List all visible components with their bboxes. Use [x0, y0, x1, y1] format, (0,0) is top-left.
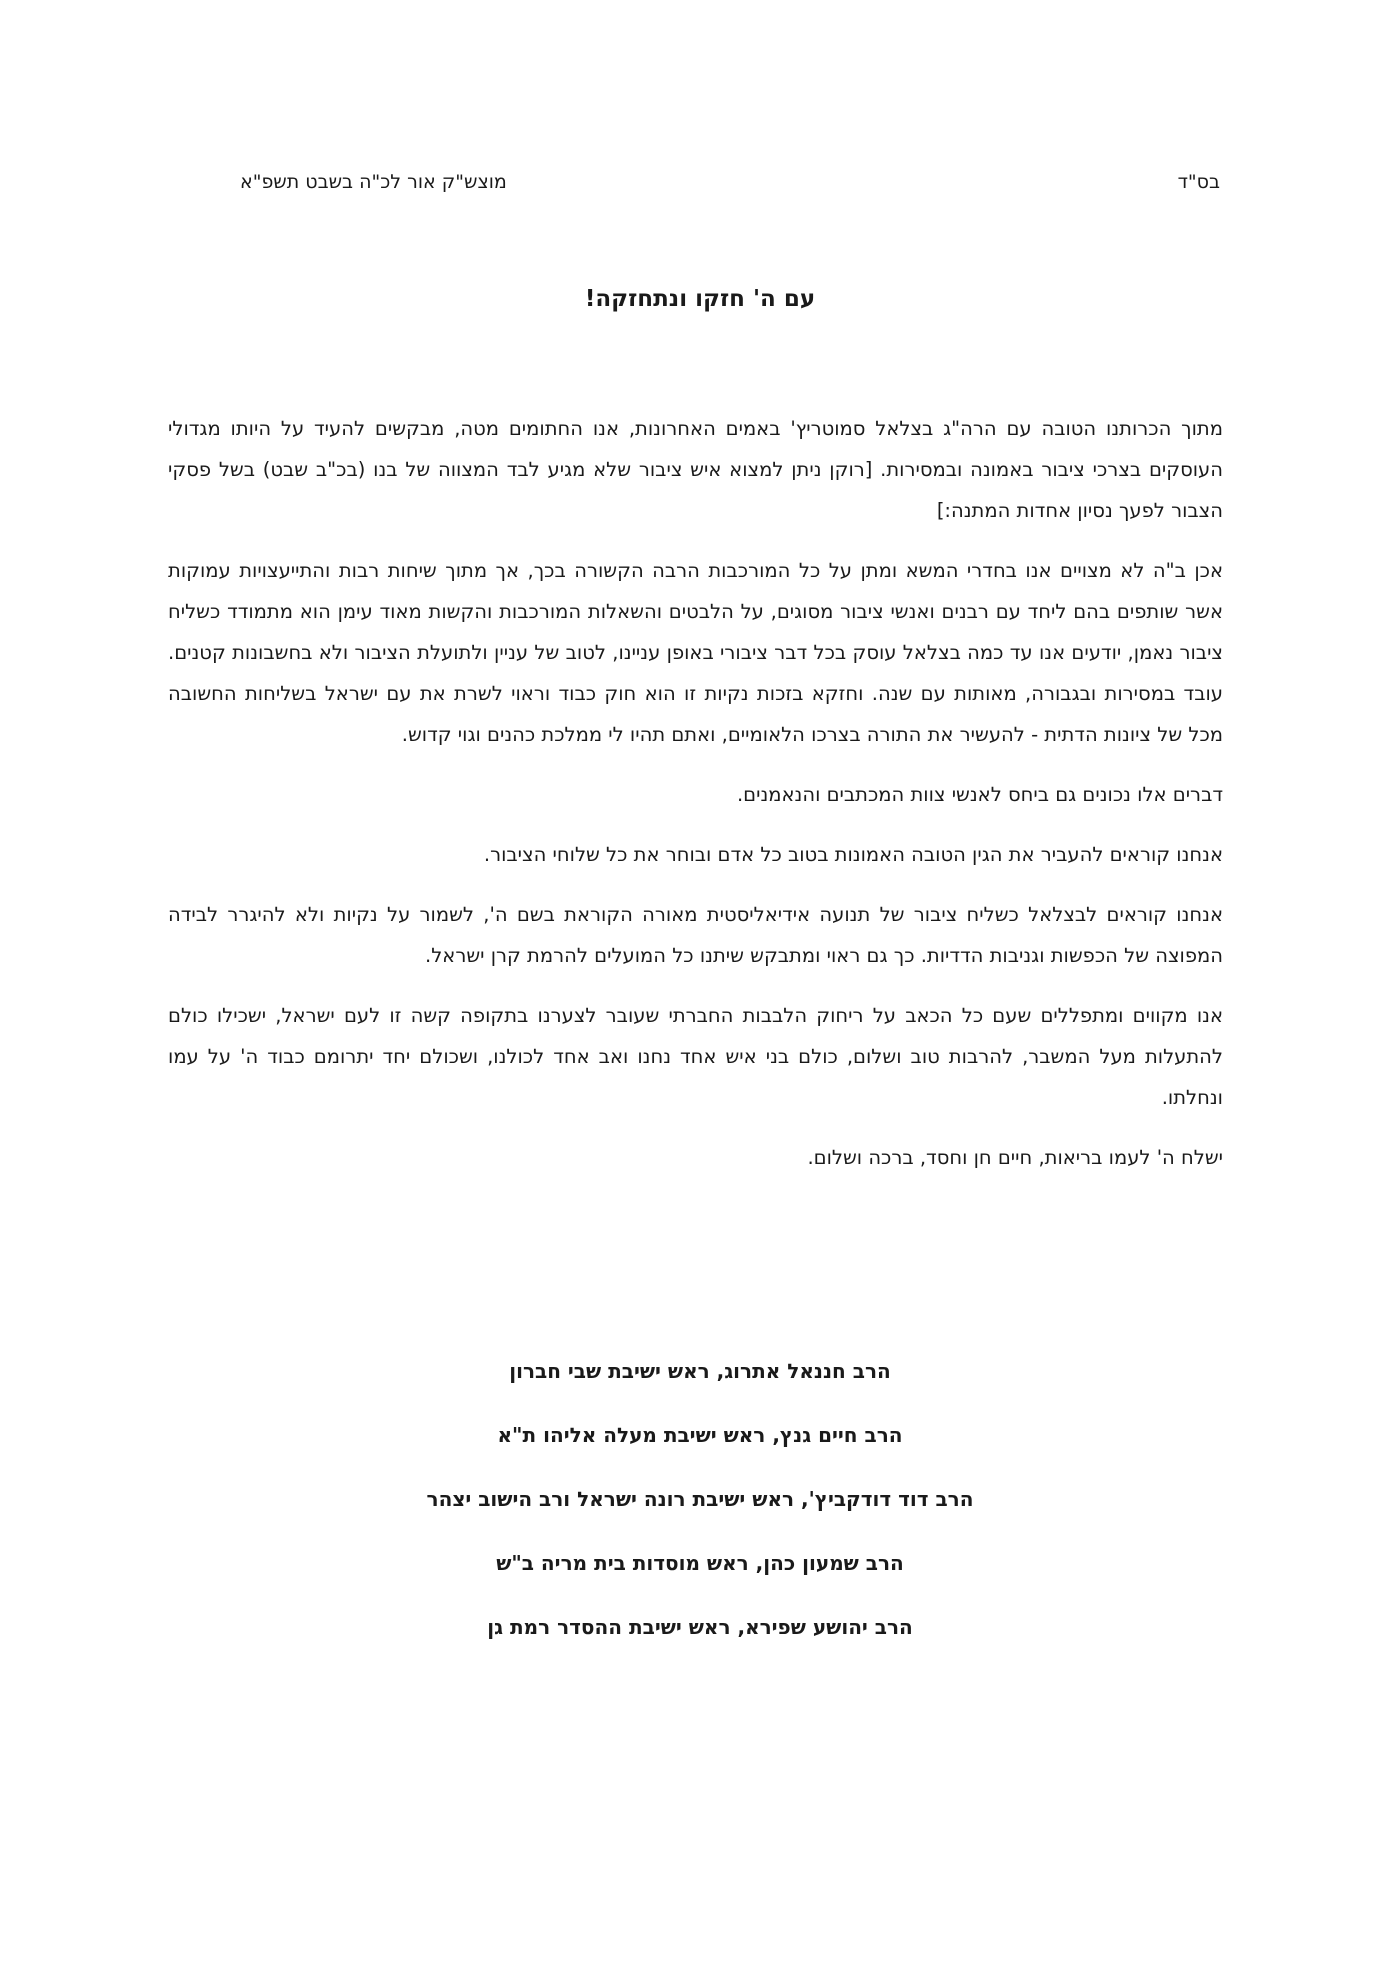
paragraph: אנחנו קוראים לבצלאל כשליח ציבור של תנועה אידיאליסטית מאורה הקוראת בשם ה', לשמור על נקיות ולא להיגרר לבידה המפוצה של הכפשות וגניבות הדדיות. כך גם ראוי ומתבקש שיתנו כל המועלים להרמת קרן ישראל.	[168, 903, 1223, 967]
paragraph: אנו מקווים ומתפללים שעם כל הכאב על ריחוק הלבבות החברתי שעובר לצערנו בתקופה קשה זו לעם ישראל, ישכילו כולם להתעלות מעל המשבר, להרבות טוב ושלום, כולם בני איש אחד נחנו ואב אחד לכולנו, ושכולם יחד יתרומם כבוד ה' על עמו ונחלתו.	[168, 1004, 1223, 1109]
signature-line: הרב חננאל אתרוג, ראש ישיבת שבי חברון	[509, 1359, 891, 1383]
paragraph: דברים אלו נכונים גם ביחס לאנשי צוות המכתבים והנאמנים.	[736, 783, 1223, 806]
signature-block	[0, 1356, 1400, 1676]
paragraph: אכן ב"ה לא מצויים אנו בחדרי המשא ומתן על כל המורכבות הרבה הקשורה בכך, אך מתוך שיחות רבות והתייעצויות עמוקות אשר שותפים בהם ליחד עם רבנים ואנשי ציבור מסוגים, על הלבטים והשאלות המורכבות והקשות מאוד עימן הוא מתמודד כשליח ציבור נאמן, יודעים אנו עד כמה בצלאל עוסק בכל דבר ציבורי באופן עניינו, לטוב של עניין ולתועלת הציבור ולא בחשבונות קטנים. עובד במסירות ובגבורה, מאותות עם שנה. וחזקא בזכות נקיות זו הוא חוק כבוד וראוי לשרת את עם ישראל בשליחות החשובה מכל של ציונות הדתית - להעשיר את התורה בצרכו הלאומיים, ואתם תהיו לי ממלכת כהנים וגוי קדוש.	[168, 559, 1223, 746]
signature-line: הרב יהושע שפירא, ראש ישיבת ההסדר רמת גן	[487, 1615, 913, 1639]
paragraph: אנחנו קוראים להעביר את הגין הטובה האמונות בטוב כל אדם ובוחר את כל שלוחי הציבור.	[483, 843, 1223, 866]
document-body	[168, 408, 1223, 1197]
header-bsd: בס"ד	[1177, 171, 1220, 193]
signature-line: הרב שמעון כהן, ראש מוסדות בית מריה ב"ש	[496, 1551, 904, 1575]
header-date: מוצש"ק אור לכ"ה בשבט תשפ"א	[240, 171, 507, 193]
document-title: עם ה' חזקו ונתחזקה!	[584, 286, 816, 312]
paragraph: ישלח ה' לעמו בריאות, חיים חן וחסד, ברכה ושלום.	[807, 1146, 1223, 1169]
paragraph: מתוך הכרותנו הטובה עם הרה"ג בצלאל סמוטריץ' באמים האחרונות, אנו החתומים מטה, מבקשים להעיד על היותו מגדולי העוסקים בצרכי ציבור באמונה ובמסירות. [רוקן ניתן למצוא איש ציבור שלא מגיע לבד המצווה של בנו (בכ"ב שבט) בשל פסקי הצבור לפעך נסיון אחדות המתנה:]	[168, 417, 1223, 522]
document-header	[240, 168, 1220, 196]
signature-line: הרב דוד דודקביץ', ראש ישיבת רונה ישראל ורב הישוב יצהר	[426, 1487, 974, 1511]
signature-line: הרב חיים גנץ, ראש ישיבת מעלה אליהו ת"א	[497, 1423, 903, 1447]
